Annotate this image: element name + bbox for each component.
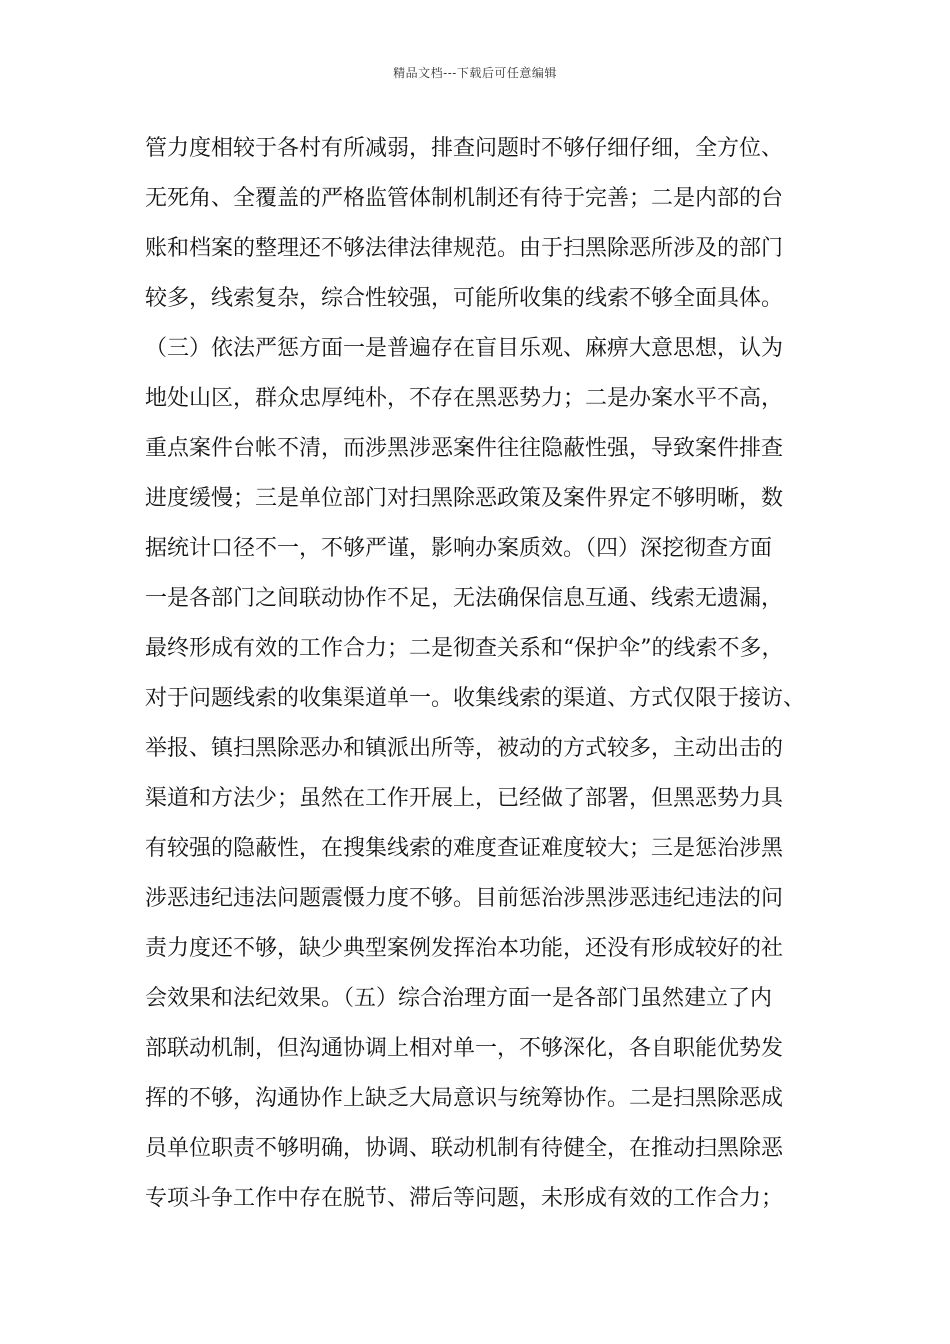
page-header: 精品文档---下载后可任意编辑 — [393, 66, 557, 80]
text-line: 责力度还不够，缺少典型案例发挥治本功能，还没有形成较好的社 — [145, 936, 784, 961]
text-line: 较多，线索复杂，综合性较强，可能所收集的线索不够全面具体。 — [145, 286, 784, 311]
text-line: 挥的不够，沟通协作上缺乏大局意识与统筹协作。二是扫黑除恶成 — [145, 1086, 784, 1111]
text-line: 账和档案的整理还不够法律法律规范。由于扫黑除恶所涉及的部门 — [145, 236, 784, 261]
text-line: 有较强的隐蔽性，在搜集线索的难度查证难度较大；三是惩治涉黑 — [145, 836, 784, 861]
text-line: 无死角、全覆盖的严格监管体制机制还有待于完善；二是内部的台 — [145, 186, 784, 211]
text-line: 地处山区，群众忠厚纯朴，不存在黑恶势力；二是办案水平不高， — [145, 386, 784, 411]
text-line: 重点案件台帐不清，而涉黑涉恶案件往往隐蔽性强，导致案件排查 — [145, 436, 784, 461]
text-line: 据统计口径不一，不够严谨，影响办案质效。（四）深挖彻查方面 — [145, 536, 773, 561]
body-text — [145, 124, 845, 1224]
text-line: 一是各部门之间联动协作不足，无法确保信息互通、线索无遗漏， — [145, 586, 784, 611]
text-line: 举报、镇扫黑除恶办和镇派出所等，被动的方式较多，主动出击的 — [145, 736, 784, 761]
text-line: 专项斗争工作中存在脱节、滞后等问题，未形成有效的工作合力； — [145, 1186, 784, 1211]
text-line: 部联动机制，但沟通协调上相对单一，不够深化，各自职能优势发 — [145, 1036, 784, 1061]
text-line: 渠道和方法少；虽然在工作开展上，已经做了部署，但黑恶势力具 — [145, 786, 784, 811]
text-line: 管力度相较于各村有所减弱，排查问题时不够仔细仔细，全方位、 — [145, 136, 784, 161]
text-line: 涉恶违纪违法问题震慑力度不够。目前惩治涉黑涉恶违纪违法的问 — [145, 886, 784, 911]
text-line: （三）依法严惩方面一是普遍存在盲目乐观、麻痹大意思想，认为 — [145, 336, 784, 361]
text-line: 员单位职责不够明确，协调、联动机制有待健全，在推动扫黑除恶 — [145, 1136, 784, 1161]
text-line: 会效果和法纪效果。（五）综合治理方面一是各部门虽然建立了内 — [145, 986, 773, 1011]
text-line: 对于问题线索的收集渠道单一。收集线索的渠道、方式仅限于接访、 — [145, 686, 806, 711]
text-line: 最终形成有效的工作合力；二是彻查关系和“保护伞”的线索不多， — [145, 636, 784, 661]
text-line: 进度缓慢；三是单位部门对扫黑除恶政策及案件界定不够明晰，数 — [145, 486, 784, 511]
